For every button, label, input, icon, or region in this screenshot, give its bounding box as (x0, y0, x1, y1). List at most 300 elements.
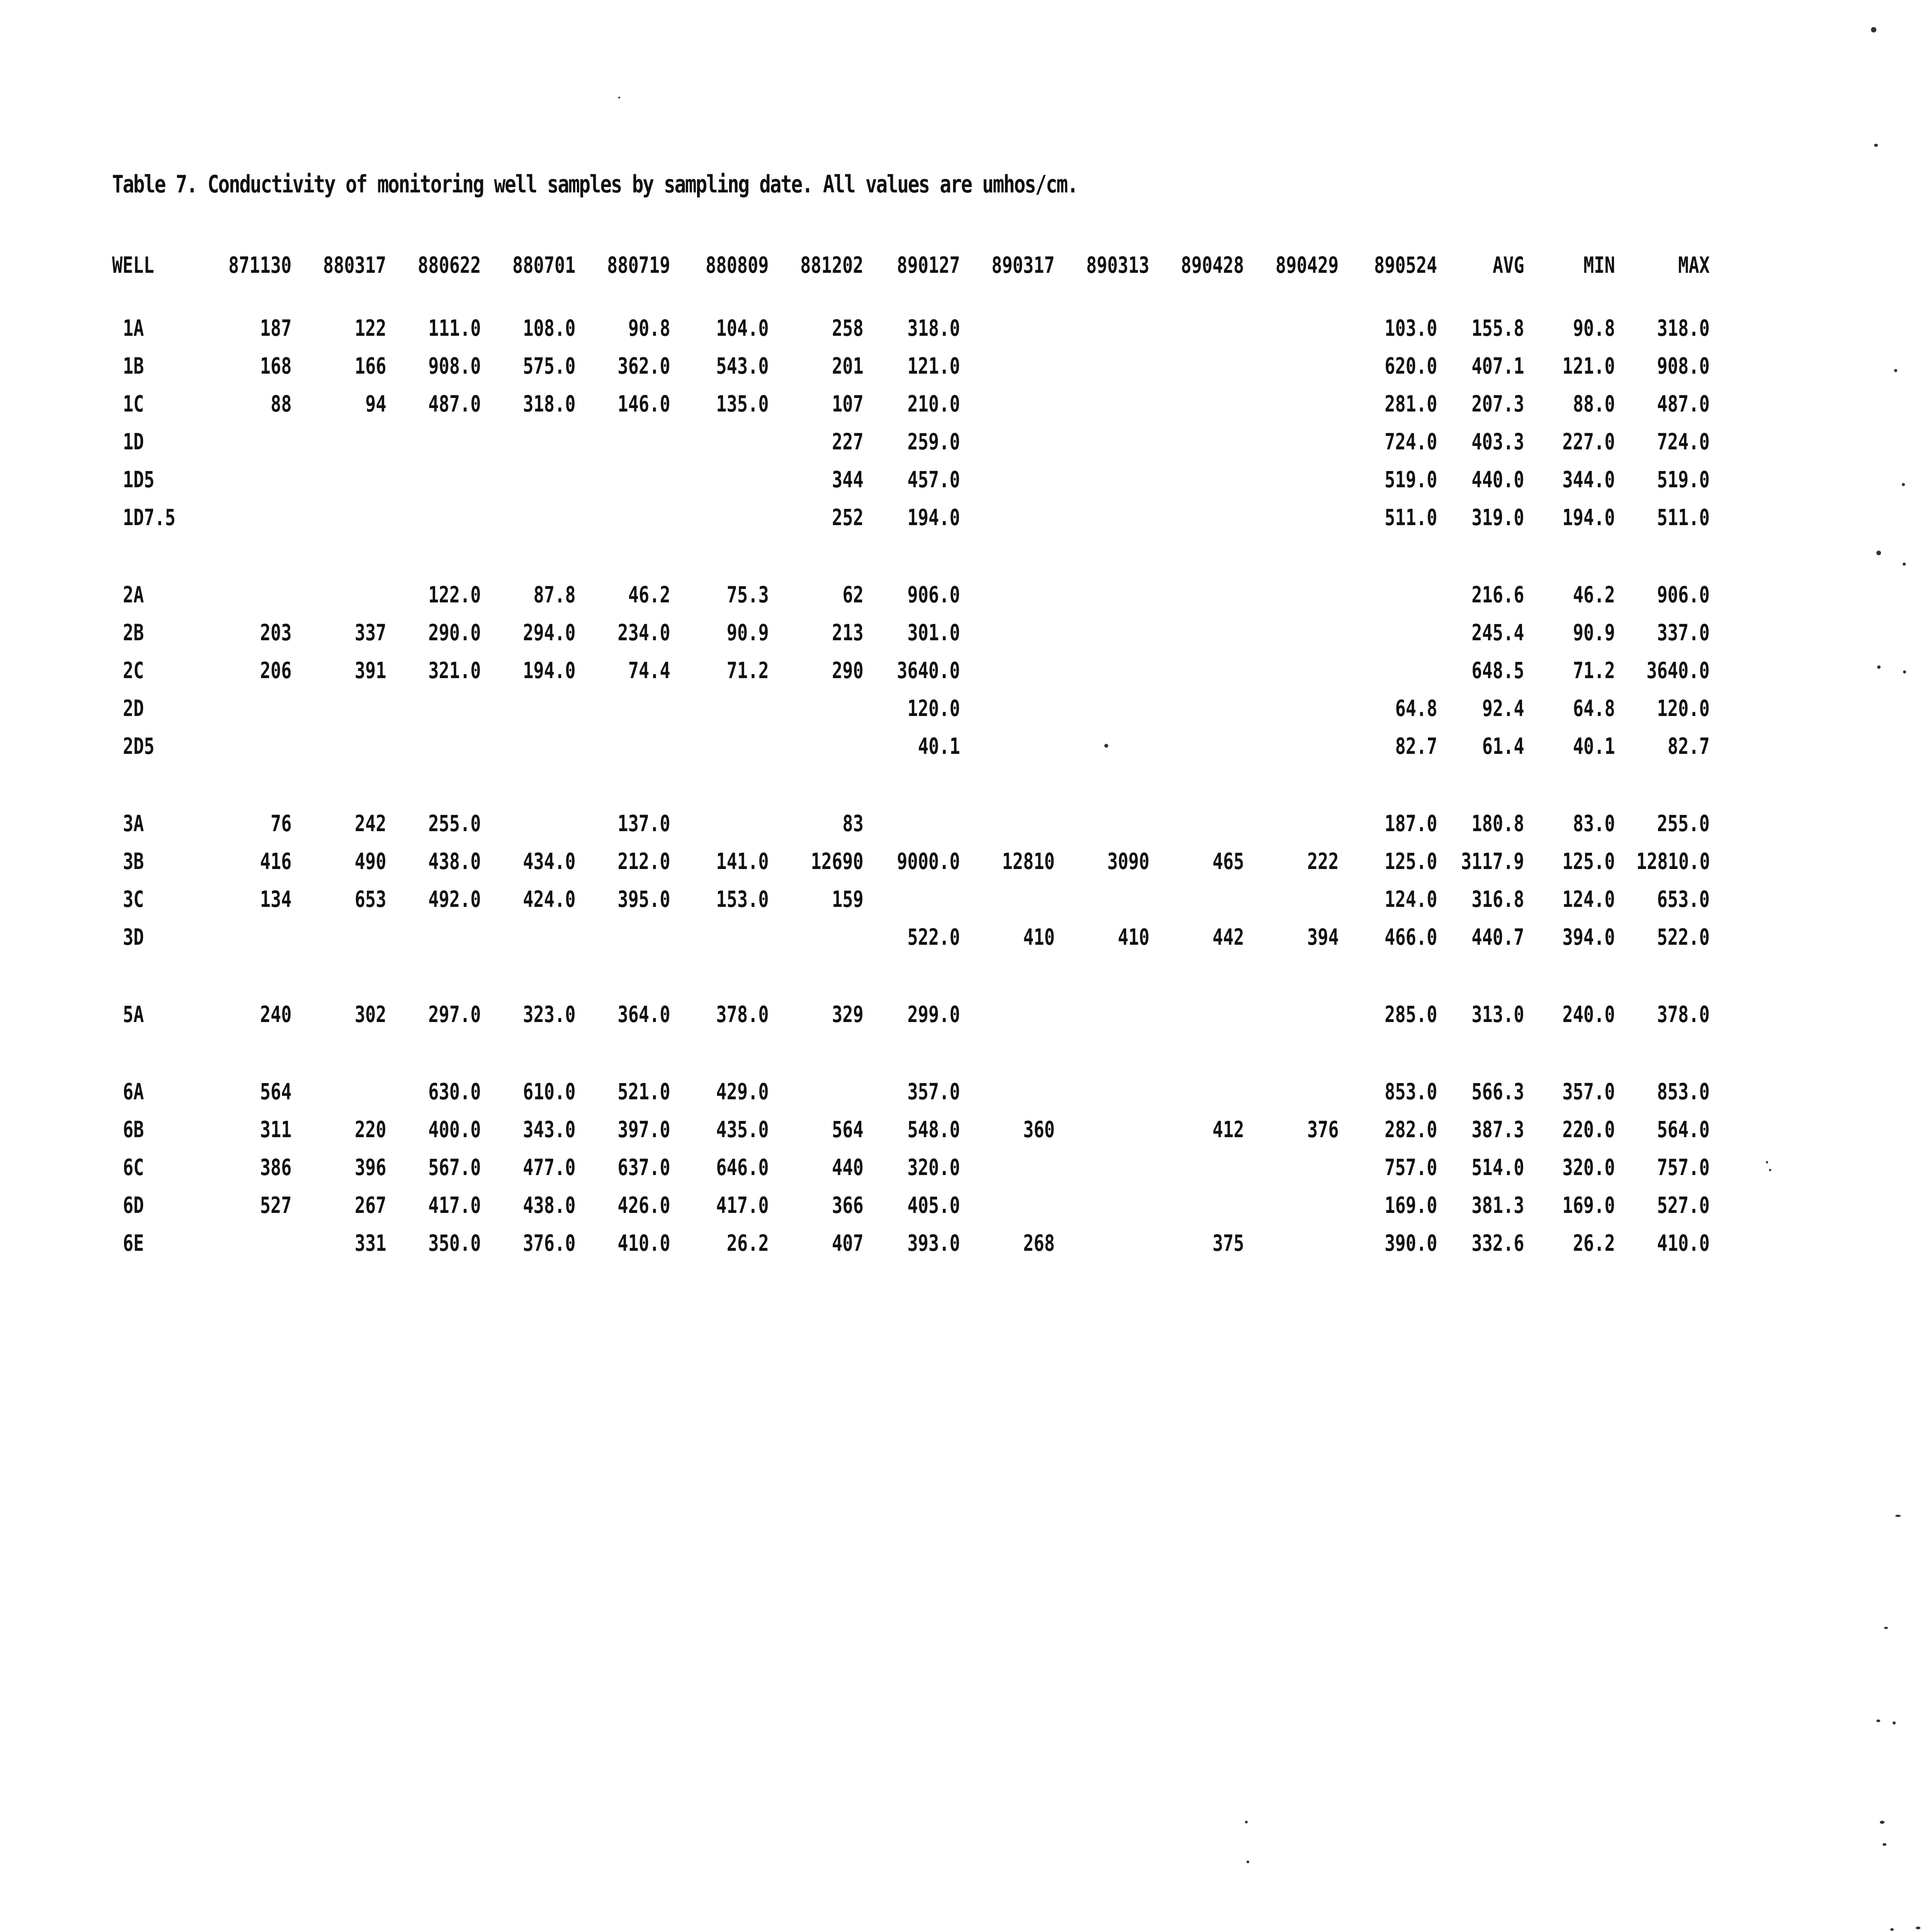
value-cell (576, 576, 670, 614)
column-header (864, 252, 960, 291)
column-header (769, 252, 864, 291)
scan-speck (1769, 1169, 1771, 1171)
value-cell (1055, 1186, 1150, 1224)
value-cell (1339, 614, 1437, 651)
well-id-cell (112, 689, 193, 727)
value-cell (960, 385, 1055, 423)
value-cell (1437, 1224, 1524, 1262)
value-cell (1615, 880, 1710, 918)
value-cell (960, 1186, 1055, 1224)
conductivity-value: 90.8 (628, 315, 670, 341)
value-cell (769, 1111, 864, 1148)
conductivity-value: 630.0 (428, 1078, 481, 1105)
value-cell (1615, 1148, 1710, 1186)
scan-speck (1893, 1721, 1896, 1725)
value-cell (1615, 614, 1710, 651)
scan-speck (1903, 670, 1906, 673)
value-cell (1615, 1111, 1710, 1148)
value-cell (670, 385, 769, 423)
conductivity-value: 438.0 (523, 1192, 576, 1218)
column-header-label: WELL (112, 252, 154, 278)
value-cell (1339, 1224, 1437, 1262)
conductivity-value: 282.0 (1384, 1116, 1437, 1143)
value-cell (864, 651, 960, 689)
table-row (112, 385, 1710, 423)
column-header-well (112, 252, 193, 291)
value-cell (1150, 498, 1244, 536)
value-cell (1524, 880, 1615, 918)
value-cell (864, 880, 960, 918)
value-cell (576, 995, 670, 1033)
value-cell (481, 1148, 576, 1186)
value-cell (1150, 880, 1244, 918)
value-cell (193, 461, 292, 498)
value-cell (1437, 614, 1524, 651)
value-cell (292, 1073, 386, 1111)
spacer-cell (112, 291, 1710, 309)
value-cell (386, 689, 481, 727)
conductivity-value: 410.0 (617, 1230, 670, 1256)
conductivity-value: 906.0 (1657, 582, 1710, 608)
header-spacer (112, 291, 1710, 309)
value-cell (769, 576, 864, 614)
value-cell (481, 1224, 576, 1262)
conductivity-value: 394.0 (1562, 924, 1615, 950)
value-cell (386, 804, 481, 842)
well-id: 5A (123, 1001, 144, 1027)
value-cell (960, 842, 1055, 880)
value-cell (193, 804, 292, 842)
conductivity-value: 3640.0 (897, 657, 960, 684)
conductivity-value: 395.0 (617, 886, 670, 912)
scan-speck (1874, 144, 1878, 147)
value-cell (1055, 651, 1150, 689)
column-header-label: 880809 (706, 252, 769, 278)
value-cell (1244, 576, 1339, 614)
well-id: 2C (123, 657, 144, 684)
value-cell (670, 423, 769, 461)
value-cell (864, 1148, 960, 1186)
value-cell (576, 1111, 670, 1148)
value-cell (292, 1111, 386, 1148)
column-header (1339, 252, 1437, 291)
scan-speck (1245, 1821, 1248, 1823)
scan-speck (1877, 665, 1881, 669)
value-cell (193, 1148, 292, 1186)
conductivity-value: 653 (355, 886, 386, 912)
conductivity-value: 290 (832, 657, 864, 684)
scan-speck (1916, 1927, 1920, 1929)
conductivity-value: 908.0 (1657, 353, 1710, 379)
value-cell (576, 804, 670, 842)
conductivity-value: 416 (260, 848, 292, 874)
value-cell (292, 423, 386, 461)
column-header-label: AVG (1493, 252, 1524, 278)
value-cell (960, 804, 1055, 842)
column-header-label: 880701 (512, 252, 576, 278)
conductivity-value: 134 (260, 886, 292, 912)
conductivity-value: 429.0 (716, 1078, 769, 1105)
value-cell (576, 842, 670, 880)
value-cell (960, 1111, 1055, 1148)
value-cell (1339, 995, 1437, 1033)
conductivity-value: 396 (355, 1154, 386, 1180)
value-cell (769, 614, 864, 651)
table-row (112, 1073, 1710, 1111)
value-cell (386, 309, 481, 347)
value-cell (1437, 498, 1524, 536)
conductivity-value: 3090 (1107, 848, 1150, 874)
value-cell (1615, 309, 1710, 347)
conductivity-value: 320.0 (1562, 1154, 1615, 1180)
value-cell (292, 727, 386, 765)
conductivity-value: 332.6 (1471, 1230, 1524, 1256)
value-cell (769, 1073, 864, 1111)
value-cell (1244, 423, 1339, 461)
conductivity-value: 194.0 (1562, 504, 1615, 531)
conductivity-value: 299.0 (907, 1001, 960, 1027)
conductivity-value: 564.0 (1657, 1116, 1710, 1143)
value-cell (1339, 1111, 1437, 1148)
value-cell (1055, 1224, 1150, 1262)
value-cell (1524, 918, 1615, 956)
conductivity-value: 71.2 (727, 657, 769, 684)
conductivity-value: 519.0 (1657, 466, 1710, 493)
conductivity-value: 220.0 (1562, 1116, 1615, 1143)
value-cell (386, 498, 481, 536)
value-cell (576, 309, 670, 347)
well-id: 3B (123, 848, 144, 874)
group-spacer (112, 956, 1710, 995)
column-header-label: MAX (1678, 252, 1710, 278)
value-cell (1524, 576, 1615, 614)
value-cell (1244, 842, 1339, 880)
well-id-cell (112, 880, 193, 918)
value-cell (864, 727, 960, 765)
scan-speck (1883, 1843, 1886, 1846)
conductivity-value: 245.4 (1471, 619, 1524, 646)
value-cell (1150, 1111, 1244, 1148)
conductivity-value: 216.6 (1471, 582, 1524, 608)
conductivity-value: 222 (1307, 848, 1339, 874)
value-cell (1244, 918, 1339, 956)
table-row (112, 498, 1710, 536)
value-cell (1437, 918, 1524, 956)
value-cell (864, 918, 960, 956)
well-id-cell (112, 727, 193, 765)
value-cell (1437, 689, 1524, 727)
conductivity-value: 477.0 (523, 1154, 576, 1180)
value-cell (292, 1186, 386, 1224)
value-cell (1437, 309, 1524, 347)
value-cell (1524, 995, 1615, 1033)
value-cell (481, 385, 576, 423)
conductivity-value: 62 (842, 582, 864, 608)
value-cell (481, 995, 576, 1033)
value-cell (292, 347, 386, 385)
table-row (112, 918, 1710, 956)
value-cell (1244, 1148, 1339, 1186)
value-cell (193, 651, 292, 689)
conductivity-value: 285.0 (1384, 1001, 1437, 1027)
value-cell (1244, 1073, 1339, 1111)
value-cell (1524, 1073, 1615, 1111)
table-row (112, 995, 1710, 1033)
conductivity-value: 64.8 (1395, 695, 1437, 721)
value-cell (193, 880, 292, 918)
conductivity-value: 492.0 (428, 886, 481, 912)
well-id: 6E (123, 1230, 144, 1256)
value-cell (292, 995, 386, 1033)
value-cell (386, 727, 481, 765)
value-cell (769, 385, 864, 423)
conductivity-value: 381.3 (1471, 1192, 1524, 1218)
value-cell (1437, 347, 1524, 385)
value-cell (1150, 1073, 1244, 1111)
conductivity-value: 90.9 (1573, 619, 1615, 646)
conductivity-value: 255.0 (428, 810, 481, 837)
value-cell (1339, 423, 1437, 461)
conductivity-value: 337 (355, 619, 386, 646)
well-id-cell (112, 1148, 193, 1186)
value-cell (960, 461, 1055, 498)
conductivity-value: 187.0 (1384, 810, 1437, 837)
conductivity-value: 410 (1118, 924, 1150, 950)
conductivity-value: 610.0 (523, 1078, 576, 1105)
value-cell (1524, 804, 1615, 842)
conductivity-value: 94 (365, 391, 386, 417)
value-cell (386, 1111, 481, 1148)
value-cell (1339, 347, 1437, 385)
conductivity-value: 88 (270, 391, 292, 417)
scan-speck (1766, 1161, 1768, 1163)
value-cell (576, 1148, 670, 1186)
value-cell (1150, 347, 1244, 385)
spacer-cell (112, 1033, 1710, 1073)
conductivity-value: 88.0 (1573, 391, 1615, 417)
conductivity-value: 390.0 (1384, 1230, 1437, 1256)
value-cell (576, 880, 670, 918)
well-id: 1A (123, 315, 144, 341)
conductivity-value: 527.0 (1657, 1192, 1710, 1218)
value-cell (481, 461, 576, 498)
conductivity-value: 83.0 (1573, 810, 1615, 837)
value-cell (576, 651, 670, 689)
conductivity-value: 210.0 (907, 391, 960, 417)
table-row (112, 842, 1710, 880)
spacer-cell (112, 536, 1710, 576)
value-cell (193, 1224, 292, 1262)
value-cell (670, 918, 769, 956)
table-row (112, 1224, 1710, 1262)
conductivity-value: 64.8 (1573, 695, 1615, 721)
scan-speck (1890, 1928, 1894, 1931)
value-cell (1524, 347, 1615, 385)
value-cell (1244, 689, 1339, 727)
value-cell (1055, 842, 1150, 880)
value-cell (960, 1073, 1055, 1111)
scan-speck (1902, 483, 1905, 486)
value-cell (386, 614, 481, 651)
scan-speck (1247, 1861, 1249, 1863)
value-cell (1615, 1224, 1710, 1262)
conductivity-value: 757.0 (1384, 1154, 1437, 1180)
table-title: Table 7. Conductivity of monitoring well samples by sampling date. All values are umhos/cm. (112, 170, 1078, 198)
value-cell (576, 1224, 670, 1262)
group-spacer (112, 765, 1710, 804)
table-row (112, 423, 1710, 461)
value-cell (960, 918, 1055, 956)
value-cell (576, 1073, 670, 1111)
column-header-label: 890428 (1181, 252, 1244, 278)
value-cell (960, 347, 1055, 385)
value-cell (1615, 995, 1710, 1033)
conductivity-value: 438.0 (428, 848, 481, 874)
value-cell (769, 689, 864, 727)
conductivity-value: 258 (832, 315, 864, 341)
conductivity-value: 318.0 (523, 391, 576, 417)
conductivity-value: 107 (832, 391, 864, 417)
value-cell (670, 651, 769, 689)
conductivity-value: 908.0 (428, 353, 481, 379)
value-cell (481, 576, 576, 614)
conductivity-value: 487.0 (428, 391, 481, 417)
value-cell (1524, 498, 1615, 536)
conductivity-value: 906.0 (907, 582, 960, 608)
conductivity-value: 397.0 (617, 1116, 670, 1143)
conductivity-value: 320.0 (907, 1154, 960, 1180)
value-cell (481, 651, 576, 689)
value-cell (1244, 385, 1339, 423)
value-cell (960, 1224, 1055, 1262)
value-cell (1615, 461, 1710, 498)
value-cell (1055, 576, 1150, 614)
column-header (292, 252, 386, 291)
value-cell (1339, 689, 1437, 727)
conductivity-value: 321.0 (428, 657, 481, 684)
value-cell (670, 1186, 769, 1224)
value-cell (1437, 385, 1524, 423)
value-cell (960, 614, 1055, 651)
value-cell (1339, 385, 1437, 423)
conductivity-value: 3640.0 (1646, 657, 1710, 684)
conductivity-value: 637.0 (617, 1154, 670, 1180)
value-cell (1615, 1186, 1710, 1224)
conductivity-value: 76 (270, 810, 292, 837)
value-cell (1339, 461, 1437, 498)
value-cell (386, 651, 481, 689)
conductivity-value: 281.0 (1384, 391, 1437, 417)
well-id: 3A (123, 810, 144, 837)
value-cell (1615, 576, 1710, 614)
value-cell (193, 995, 292, 1033)
value-cell (1150, 995, 1244, 1033)
value-cell (1150, 689, 1244, 727)
well-id: 1D5 (123, 466, 155, 493)
value-cell (1244, 1224, 1339, 1262)
value-cell (769, 347, 864, 385)
conductivity-value: 82.7 (1395, 733, 1437, 759)
conductivity-value: 187 (260, 315, 292, 341)
conductivity-value: 387.3 (1471, 1116, 1524, 1143)
value-cell (1524, 423, 1615, 461)
value-cell (1150, 918, 1244, 956)
value-cell (1150, 385, 1244, 423)
conductivity-value: 169.0 (1384, 1192, 1437, 1218)
value-cell (1524, 614, 1615, 651)
value-cell (193, 498, 292, 536)
conductivity-value: 120.0 (907, 695, 960, 721)
value-cell (193, 1186, 292, 1224)
value-cell (193, 385, 292, 423)
table-row (112, 1186, 1710, 1224)
conductivity-value: 366 (832, 1192, 864, 1218)
conductivity-value: 566.3 (1471, 1078, 1524, 1105)
value-cell (1615, 1073, 1710, 1111)
column-header (576, 252, 670, 291)
conductivity-value: 61.4 (1482, 733, 1524, 759)
value-cell (960, 576, 1055, 614)
value-cell (769, 461, 864, 498)
value-cell (864, 576, 960, 614)
value-cell (1244, 498, 1339, 536)
value-cell (1524, 727, 1615, 765)
conductivity-value: 426.0 (617, 1192, 670, 1218)
value-cell (1150, 423, 1244, 461)
value-cell (292, 614, 386, 651)
conductivity-value: 122.0 (428, 582, 481, 608)
column-header (960, 252, 1055, 291)
column-header-label: 880622 (418, 252, 481, 278)
group-spacer (112, 536, 1710, 576)
value-cell (960, 727, 1055, 765)
value-cell (670, 1148, 769, 1186)
conductivity-value: 120.0 (1657, 695, 1710, 721)
conductivity-value: 104.0 (716, 315, 769, 341)
value-cell (1339, 880, 1437, 918)
value-cell (1055, 385, 1150, 423)
conductivity-value: 514.0 (1471, 1154, 1524, 1180)
conductivity-value: 564 (832, 1116, 864, 1143)
well-id: 6B (123, 1116, 144, 1143)
scan-speck (1895, 1515, 1901, 1517)
conductivity-value: 125.0 (1384, 848, 1437, 874)
value-cell (1150, 1224, 1244, 1262)
conductivity-value: 318.0 (907, 315, 960, 341)
value-cell (1524, 689, 1615, 727)
value-cell (481, 1073, 576, 1111)
value-cell (864, 498, 960, 536)
value-cell (1437, 461, 1524, 498)
value-cell (292, 1148, 386, 1186)
conductivity-value: 407.1 (1471, 353, 1524, 379)
conductivity-value: 121.0 (907, 353, 960, 379)
value-cell (1055, 309, 1150, 347)
value-cell (1150, 1186, 1244, 1224)
column-header (1055, 252, 1150, 291)
well-id: 3D (123, 924, 144, 950)
conductivity-value: 168 (260, 353, 292, 379)
value-cell (386, 385, 481, 423)
conductivity-value: 519.0 (1384, 466, 1437, 493)
value-cell (292, 918, 386, 956)
value-cell (481, 614, 576, 651)
value-cell (864, 614, 960, 651)
conductivity-value: 337.0 (1657, 619, 1710, 646)
value-cell (670, 498, 769, 536)
value-cell (1055, 995, 1150, 1033)
column-header-label: MIN (1583, 252, 1615, 278)
